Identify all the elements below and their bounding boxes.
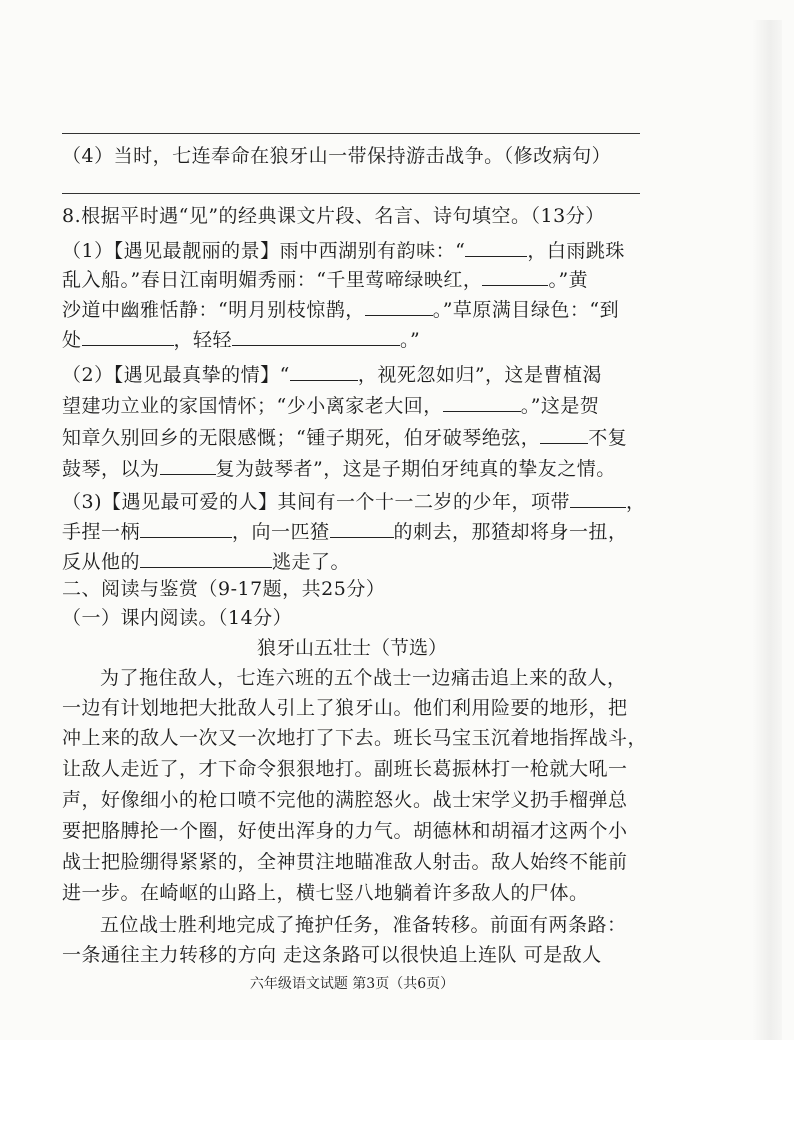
- scan-shadow: [752, 20, 782, 1040]
- answer-line-top: [62, 133, 640, 134]
- passage-line: 战士把脸绷得紧紧的，全神贯注地瞄准敌人射击。敌人始终不能前: [62, 851, 628, 873]
- fill-blank[interactable]: [443, 391, 521, 412]
- passage-line: 进一步。在崎岖的山路上，横七竖八地躺着许多敌人的尸体。: [62, 882, 589, 904]
- q8-3-text: 逃走了。: [272, 551, 351, 573]
- q8-2-line1: [62, 360, 642, 389]
- fill-blank[interactable]: [482, 265, 548, 286]
- section-2-heading: 二、阅读与鉴赏（9-17题，共25分）: [62, 578, 386, 600]
- passage-line: 一条通往主力转移的方向 走这条路可以很快追上连队 可是敌人: [62, 944, 602, 966]
- q8-2-line3: [62, 423, 642, 452]
- q8-1-line2: [62, 265, 642, 294]
- passage-line: 五位战士胜利地完成了掩护任务，准备转移。前面有两条路：: [100, 914, 627, 936]
- q8-3-text: 反从他的: [62, 551, 141, 573]
- fill-blank[interactable]: [330, 517, 394, 538]
- q8-1-text: 。”草原满目绿色：“到: [432, 299, 620, 321]
- q8-1-text: 处: [62, 329, 82, 351]
- q8-2-text: 知章久别回乡的无限感慨；“锺子期死，伯牙破琴绝弦，: [62, 427, 541, 449]
- page-footer: 六年级语文试题 第3页（共6页）: [249, 976, 455, 992]
- q8-2-text: 不复: [588, 427, 628, 449]
- q8-1-text: 。”黄: [548, 269, 589, 291]
- q8-2-text: ，视死忽如归”，这是曹植渴: [357, 364, 603, 386]
- passage-line: 声，好像细小的枪口喷不完他的满腔怒火。战士宋学义扔手榴弹总: [62, 789, 628, 811]
- fill-blank[interactable]: [140, 517, 232, 538]
- page-margin: [0, 1040, 794, 1123]
- fill-blank[interactable]: [82, 325, 174, 346]
- q8-2-text: 鼓琴，以为: [62, 458, 160, 480]
- fill-blank[interactable]: [232, 325, 400, 346]
- passage-line: 让敌人走近了，才下命令狠狠地打。副班长葛振林打一枪就大吼一: [62, 758, 628, 780]
- passage-line: 为了拖住敌人，七连六班的五个战士一边痛击追上来的敌人，: [100, 667, 627, 689]
- fill-blank[interactable]: [465, 236, 527, 257]
- q8-3-text: ，向一匹猹: [232, 521, 330, 543]
- fill-blank[interactable]: [365, 295, 433, 316]
- answer-line: [62, 193, 640, 194]
- q8-2-text: 望建功立业的家国情怀；“少小离家老大回，: [62, 395, 443, 417]
- q8-3-text: 的刺去，那猹却将身一扭，: [393, 521, 628, 543]
- q8-2-text: 复为鼓琴者”，这是子期伯牙纯真的挚友之情。: [215, 458, 616, 480]
- question-8-heading: 8.根据平时遇“见”的经典课文片段、名言、诗句填空。（13分）: [62, 205, 605, 227]
- q8-1-text: （1）【遇见最靓丽的景】雨中西湖别有韵味：“: [62, 240, 466, 262]
- passage-line: 一边有计划地把大批敌人引上了狼牙山。他们利用险要的地形，把: [62, 697, 628, 719]
- q8-3-text: ，: [626, 491, 646, 513]
- q8-1-text: 沙道中幽雅恬静：“明月别枝惊鹊，: [62, 299, 365, 321]
- q8-1-line3: [62, 295, 642, 324]
- section-2-subheading: （一）课内阅读。（14分）: [62, 607, 293, 629]
- q8-1-line1: [62, 236, 642, 265]
- q8-2-line2: [62, 391, 642, 420]
- q8-2-text: （2）【遇见最真挚的情】“: [62, 364, 290, 386]
- fill-blank[interactable]: [540, 423, 588, 444]
- q8-1-text: ，轻轻: [173, 329, 233, 351]
- passage-line: 要把胳膊抡一个圈，好使出浑身的力气。胡德林和胡福才这两个小: [62, 820, 628, 842]
- fill-blank[interactable]: [290, 360, 358, 381]
- passage-title: 狼牙山五壮士（节选）: [256, 637, 447, 659]
- fill-blank[interactable]: [140, 547, 272, 568]
- q8-3-text: 手捏一柄: [62, 521, 141, 543]
- q8-1-text: ，白雨跳珠: [527, 240, 625, 262]
- question-7-4: （4）当时，七连奉命在狼牙山一带保持游击战争。（修改病句）: [62, 145, 612, 167]
- q8-3-line2: [62, 517, 642, 546]
- q8-1-line4: [62, 325, 642, 354]
- q8-1-text: 。”: [400, 329, 421, 351]
- fill-blank[interactable]: [570, 487, 626, 508]
- q8-3-text: （3)【遇见最可爱的人】其间有一个十一二岁的少年，项带: [62, 491, 571, 513]
- q8-3-line1: [62, 487, 646, 516]
- fill-blank[interactable]: [160, 454, 216, 475]
- q8-3-line3: [62, 547, 642, 576]
- passage-line: 冲上来的敌人一次又一次地打了下去。班长马宝玉沉着地指挥战斗，: [62, 727, 648, 749]
- q8-2-text: 。”这是贺: [520, 395, 600, 417]
- q8-1-text: 乱入船。”春日江南明媚秀丽：“千里莺啼绿映红，: [62, 269, 483, 291]
- q8-2-line4: [62, 454, 642, 483]
